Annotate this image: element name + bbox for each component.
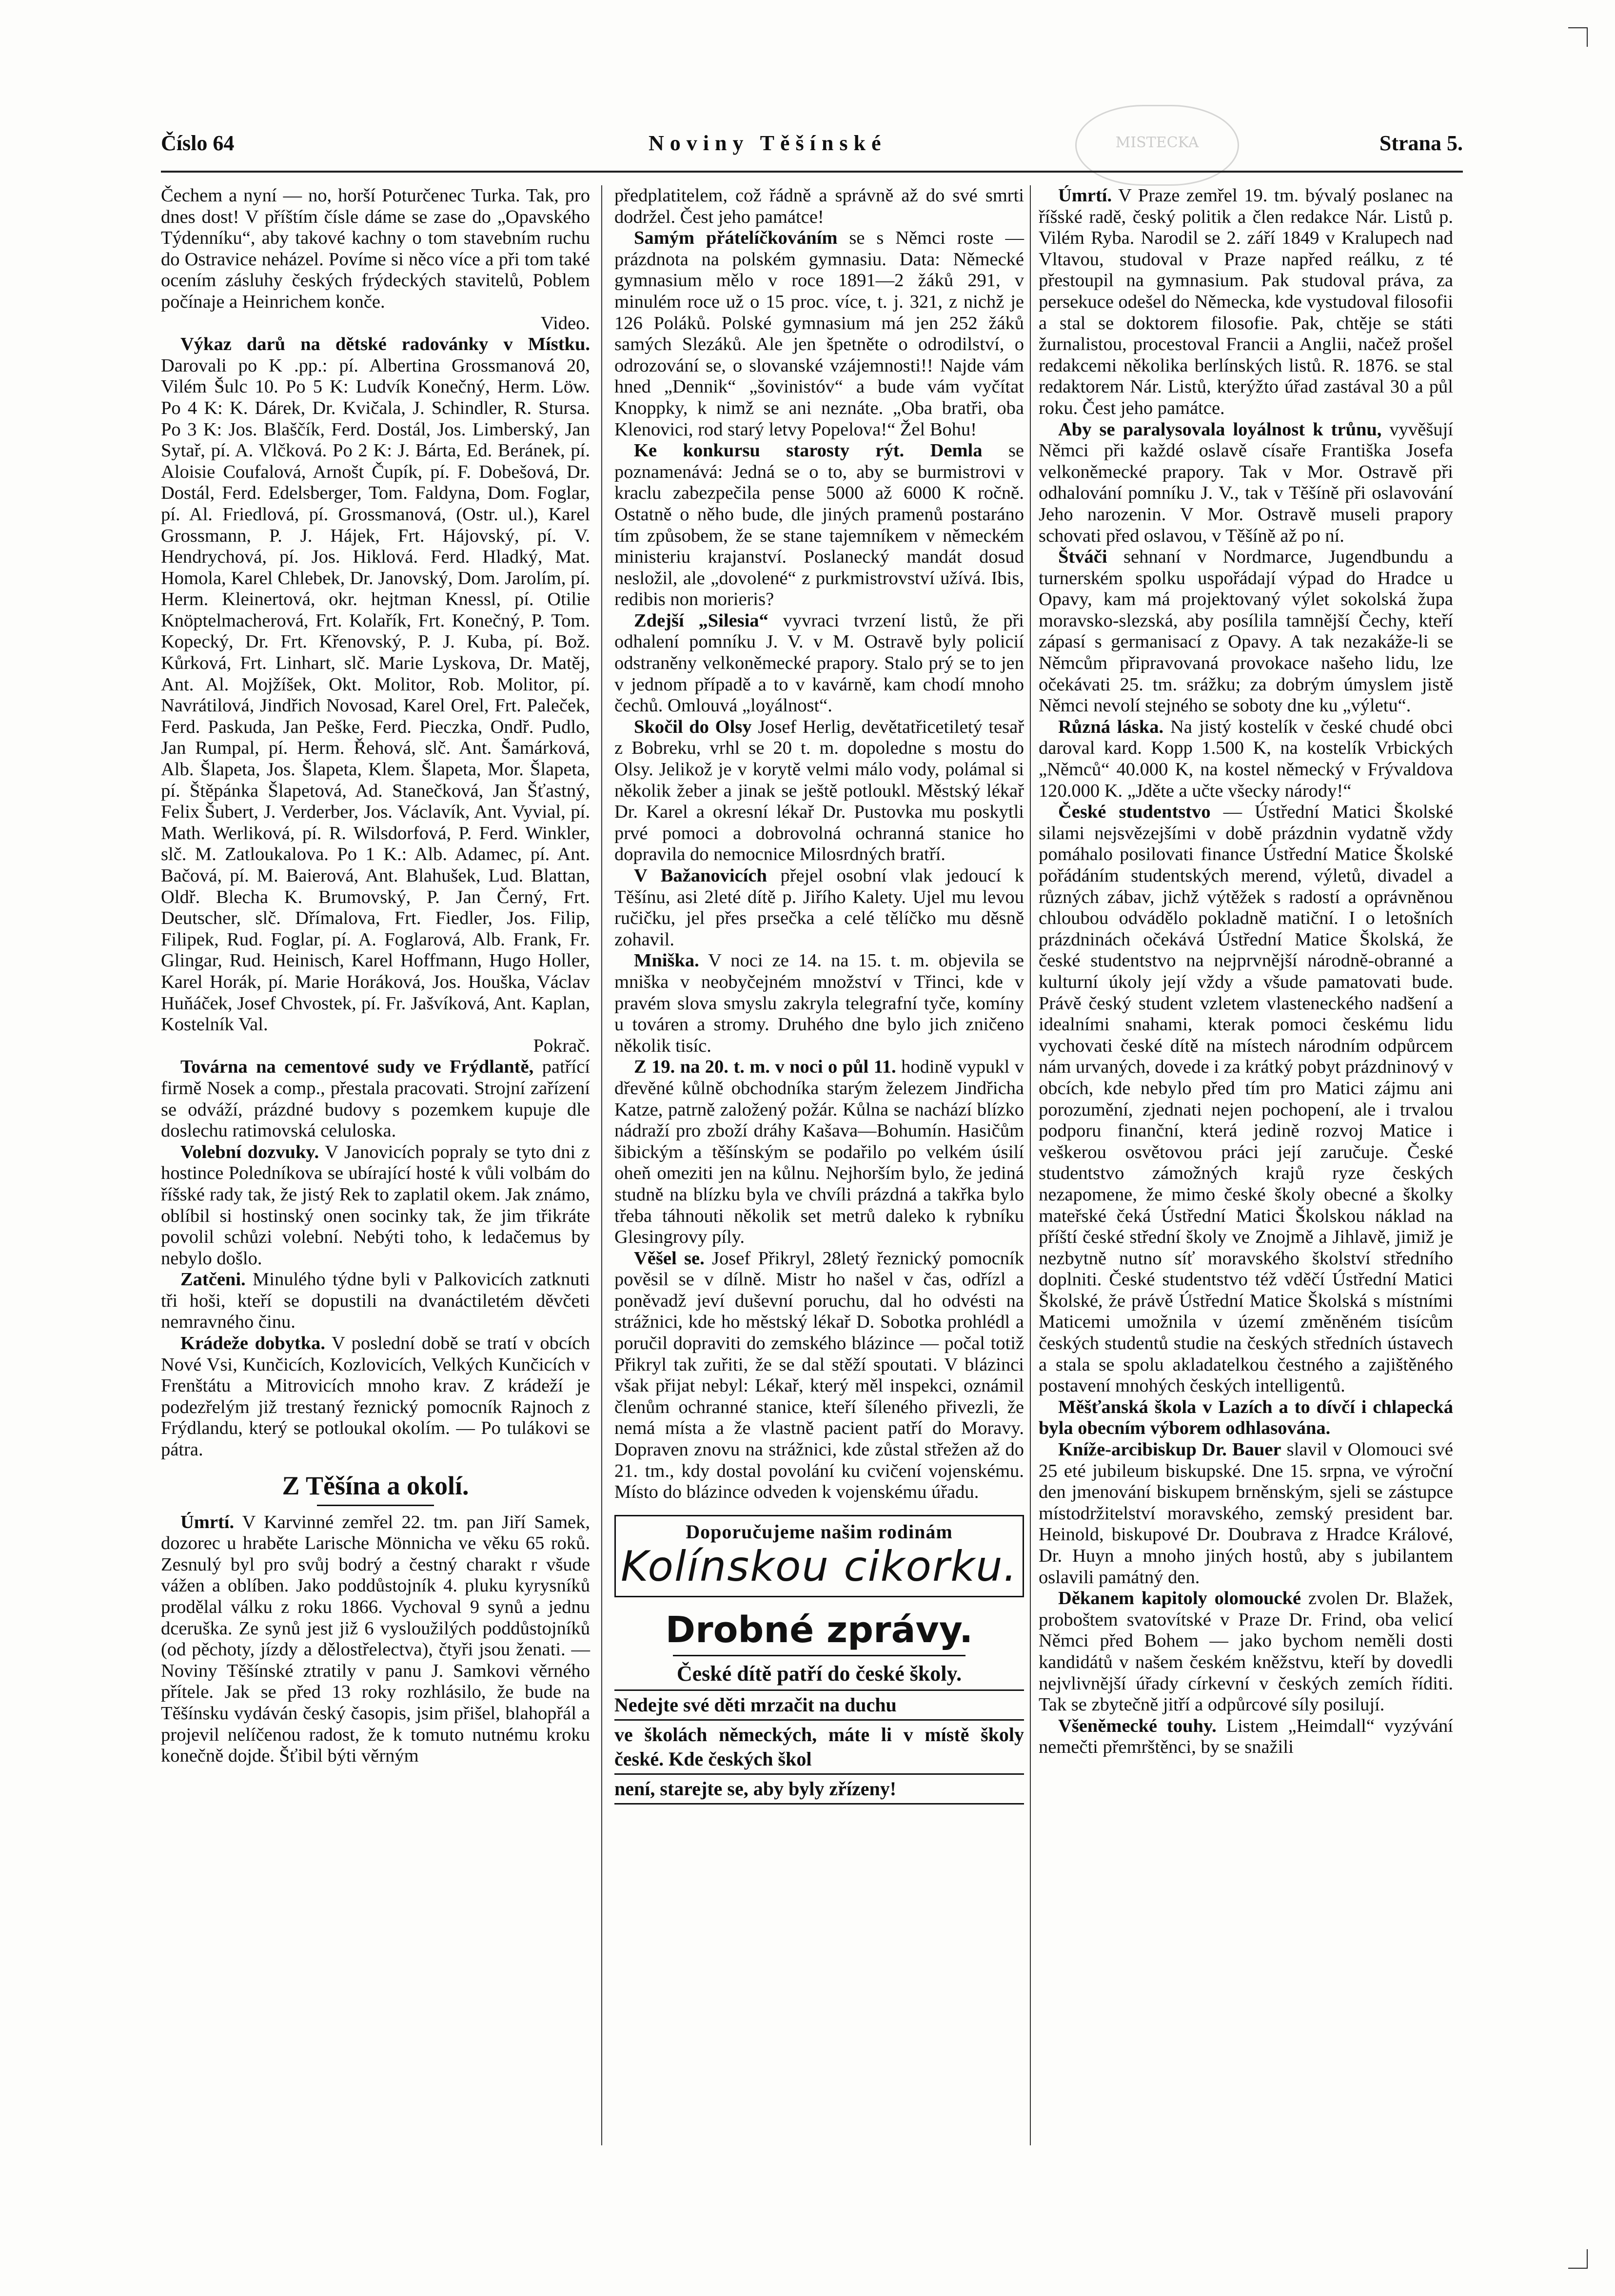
article-headline: Úmrtí.	[1058, 185, 1112, 206]
article-text: Listem „Heimdall“ vyzývání nemečti přemrštěnci, by se snažili	[1039, 1715, 1453, 1758]
page-header	[161, 131, 1463, 165]
article	[1039, 1716, 1453, 1758]
article-text: přejel osobní vlak jedoucí k Těšínu, asi 2leté dítě p. Jiřího Kalety. Ujel mu levou ručičku, jel přes prsečka a celé tělíčko mu děsně zohavil.	[614, 865, 1024, 950]
article-headline: Věšel se.	[634, 1248, 705, 1269]
article	[1039, 1439, 1453, 1588]
newspaper-title: Noviny Těšínské	[649, 131, 887, 155]
column-middle	[614, 185, 1024, 1805]
article	[614, 228, 1024, 440]
article-headline: Zatčeni.	[180, 1269, 246, 1290]
article-text: Darovali po K .pp.: pí. Albertina Grossmanová 20, Vilém Šulc 10. Po 5 K: Ludvík Konečný, Herm. Löw. Po 4 K: K. Dárek, Dr. Kvičala, J. Schindler, R. Stursa. Po 3 K: Jos. Blaščík, Ferd. Dostál, Jos. Limberský, Jan Sytař, pí. A. Vlčková. Po 2 K: J. Bárta, Ed. Beránek, pí. Aloisie Coufalová, Arnošt Čupík, pí. F. Dobešová, Dr. Dostál, Ferd. Edelsberger, Tom. Faldyna, Dom. Foglar, pí. Al. Friedlová, pí. Grossmanová, (Ostr. ul.), Karel Grossmann, P. J. Hájek, Frt. Hájovský, pí. V. Hendrychová, pí. Jos. Hiklová. Ferd. Hladký, Mat. Homola, Karel Chlebek, Dr. Janovský, Dom. Jarolím, pí. Herm. Kleinertová, okr. hejtman Knessl, pí. Otilie Knöptelmacherová, Frt. Kolařík, Frt. Konečný, P. Tom. Kopecký, Dr. Frt. Křenovský, P. J. Kuba, pí. Bož. Kůrková, Frt. Linhart, slč. Marie Lyskova, Dr. Matěj, Ant. Al. Mojžíšek, Okt. Molitor, Rob. Molitor, pí. Navrátilová, Jindřich Novosad, Karel Orel, Frt. Paleček, Ferd. Paskuda, Jan Peške, Ferd. Pieczka, Ondř. Pudlo, Jan Rumpal, pí. Herm. Řehová, slč. Ant. Šamárková, Alb. Šlapeta, Jos. Šlapeta, Klem. Šlapeta, Mor. Šlapeta, pí. Štěpánka Šlapetová, Ad. Stanečková, Jan Šťastný, Felix Šubert, J. Verderber, Jos. Václavík, Ant. Vyvial, pí. Math. Werliková, pí. R. Wilsdorfová, P. Ferd. Winkler, slč. M. Zatloukalova. Po 1 K.: Alb. Adamec, pí. Ant. Bačová, pí. M. Baierová, Ant. Blahušek, Lud. Blattan, Oldř. Blecha K. Brumovský, P. Jan Černý, Frt. Deutscher, slč. Dřímalova, Frt. Fiedler, Jos. Filip, Filipek, Rud. Foglar, pí. A. Foglarová, Alb. Frank, Fr. Glingar, Rud. Heinisch, Karel Hoffmann, Hugo Holler, Karel Horák, pí. Marie Horáková, Jos. Houška, Václav Huňáček, Josef Chvostek, pí. Fr. Jašvíková, Ant. Kaplan, Kostelník Val.	[161, 355, 590, 1035]
article-headline: Z 19. na 20. t. m. v noci o půl 11.	[634, 1057, 896, 1078]
column-right	[1039, 185, 1453, 1758]
article-text: patřící firmě Nosek a comp., přestala pracovati. Strojní zařízení se odváží, prázdné budovy s pozemkem kupuje dle doslechu ratimovská celuloska.	[161, 1057, 590, 1141]
article	[161, 1142, 590, 1270]
page-number: Strana 5.	[1379, 131, 1463, 155]
article-text: se poznamenává: Jedná se o to, aby se burmistrovi v kraclu zabezpečila pense 5000 až 6000 K ročně. Ostatně o něho bude, dle jiných pramenů postaráno tím způsobem, že se stane tajemníkem v německém ministeriu krajanství. Poslanecký mandát dosud nesložil, ale „dovolené“ z purkmistrovství užívá. Ibis, redibis non morieris?	[614, 440, 1024, 610]
article-headline: Všeněmecké touhy.	[1058, 1715, 1217, 1736]
article-headline: Samým přátelíčkováním	[634, 228, 838, 249]
article	[1039, 185, 1453, 419]
article-text: hodině vypukl v dřevěné kůlně obchodníka starým železem Jindřicha Katze, patrně založený požár. Kůlna se nachází blízko nádraží pro zboží dráhy Kašava—Bohumín. Hasičům šibickým a těšínským se podařilo po velkém úsilí oheň omeziti jen na kůlnu. Nejhorším bylo, že jediná studně na blízku byla ve chvíli prázdná a takřka bylo třeba táhnouti několik set metrů daleko k rybníku Glesingrovy píly.	[614, 1057, 1024, 1248]
column-left	[161, 185, 590, 1767]
article	[614, 1248, 1024, 1503]
article-text: Josef Přikryl, 28letý řeznický pomocník pověsil se v dílně. Mistr ho našel v čas, odřízl a poněvadž jeví duševní poruchu, dal ho odvésti na strážnici, kde ho městský lékař D. Sobotka prohlédl a poručil dopraviti do zemského blázince — počal totiž Přikryl tak zuřiti, že se dal stěží spoutati. V blázinci však přijat nebyl: Lékař, který měl inspekci, oznámil členům ochranné stanice, kteří šíleného přivezli, že nemá místa a že vlastně pacient patří do Moravy. Dopraven znovu na strážnici, kde zůstal střežen až do 21. tm., kdy dostal povolání ku cvičení vojenskému. Místo do blázince odveden k vojenskému úřadu.	[614, 1248, 1024, 1503]
article	[1039, 717, 1453, 802]
corner-mark	[1568, 27, 1588, 47]
article-headline: Továrna na cementové sudy ve Frýdlantě,	[180, 1057, 534, 1078]
article-text: se s Němci roste — prázdnota na polském gymnasiu. Data: Německé gymnasium mělo v roce 1891—2 žáků 291, v minulém roce už o 15 proc. více, t. j. 321, z nichž je 126 Poláků. Polské gymnasium má jen 252 žáků samých Slezáků. Ale jen špetněte o odrodilství, o odrozování se, o slovanské vzájemnosti!! Najde vám hned „Dennik“ „šovinistóv“ a bude vám vyčítat Knoppky, k nimž se ani neznáte. „Oba bratři, oba Klenovici, rod starý letvy Popelova!“ Žel Bohu!	[614, 228, 1024, 440]
article-headline: Štváči	[1058, 547, 1107, 568]
article-text: — Ústřední Matici Školské silami nejsvězejšími v době prázdnin vydatně vždy pomáhalo posilovati finance Ústřední Matice Školské pořádáním studentských merend, výletů, divadel a různých zábav, jichž výtěžek s radostí a oprávněnou chloubou odvádělo pokladně matiční. I o letošních prázdninách očekává Ústřední Matice Školská, že české studentstvo na nejprvnější národně-obranné a kulturní úkoly její vždy a všude pamatovati bude. Právě český student vzletem vlasteneckého nadšení a idealními snahami, kterak pomoci českému lidu vychovati české dítě na místech národním odpůrcem nám urvaných, dovede i za krátký pobyt prázdninový v obcích, kde nebylo před tím pro Matici zájmu ani porozumění, zjednati nejen pochopení, ale i trvalou podporu finanční, která jedině rozvoj Matice i veškerou osvětovou práci její zaručuje. České studentstvo zámožných krajů ryze českých nezapomene, že mimo české školy obecné a školky mateřské čeká Ústřední Matici Školskou náklad na příští české střední školy ve Znojmě a Jihlavě, jimiž je nezbytně nutno síť moravského školství středního doplniti. České studentstvo též vděčí Ústřední Matici Školské, že právě Ústřední Matice Školská s místními Maticemi umožnila v území změněném tisícům českých studentů studie na českých středních ústavech a stala se spolu akladatelkou čestného a zajištěného postavení mnohých českých intelligentů.	[1039, 802, 1453, 1396]
article	[161, 1269, 590, 1333]
article	[1039, 419, 1453, 547]
article-headline: V Bažanovicích	[634, 865, 767, 886]
corner-mark	[1568, 2249, 1588, 2269]
chicory-advertisement	[614, 1515, 1024, 1598]
article-text: předplatitelem, což řádně a správně až do své smrti dodržel. Čest jeho památce!	[614, 185, 1024, 227]
article	[614, 865, 1024, 950]
article-signature: Pokrač.	[533, 1035, 590, 1056]
article-text: vyvěšují Němci při každé oslavě císaře Františka Josefa velkoněmecké prapory. Tak v Mor. Ostravě při odhalování pomníku J. V., tak v Těšíně při oslavování Jeho narozenin. V Mor. Ostravě museli prapory schovati před oslavou, v Těšíně až po ní.	[1039, 419, 1454, 546]
article-text: sehnaní v Nordmarce, Jugendbundu a turnerském spolku uspořádají výpad do Hradce u Opavy, kam má projektovaný výlet sokolská župa moravsko-slezská, aby posílila tamnější Čechy, kteří zápasí s germanisací z Opavy. A tak nezakáže-li se Němcům připravovaná provokace našeho lidu, lze očekávati 25. tm. srážku; za dobrým úmyslem jistě Němci nevolí stejného se soboty dne ku „výletu“.	[1039, 547, 1453, 716]
article-text: Josef Herlig, devětatřicetiletý tesař z Bobreku, vrhl se 20 t. m. dopoledne s mostu do Olsy. Jelikož je v korytě velmi málo vody, polámal si několik žeber a jinak se ještě potloukl. Městský lékař Dr. Karel a okresní lékař Dr. Pustovka mu poskytli prvé pomoci a dobrovolná ochranná stanice ho dopravila do nemocnice Milosrdných bratří.	[614, 716, 1024, 865]
article-headline: Úmrtí.	[180, 1511, 235, 1532]
article-text: Čechem a nyní — no, horší Poturčenec Turka. Tak, pro dnes dost! V příštím čísle dáme se zase do „Opavského Týdenníku“, aby takové kachny o tom stavebním ruchu do Ostravice neházel. Povíme si něco více a při tom také ocením zásluhy českých frýdeckých stavitelů, Poblem počínaje a Heinrichem konče.	[161, 185, 590, 312]
slogan-box	[614, 1689, 1024, 1805]
article-headline: Zdejší „Silesia“	[634, 610, 768, 631]
article-headline: Měšťanská škola v Lazích a to dívčí i chlapecká byla obecním výborem odhlasována.	[1039, 1396, 1453, 1439]
article	[1039, 1397, 1453, 1439]
section-rule	[673, 1655, 965, 1656]
library-stamp: MISTECKA	[1075, 105, 1239, 186]
issue-number: Číslo 64	[161, 131, 235, 155]
article	[1039, 802, 1453, 1397]
article-headline: Ke konkursu starosty rýt. Demla	[634, 440, 983, 461]
column-divider	[601, 185, 602, 2145]
article-text: vyvraci tvrzení listů, že při odhalení pomníku J. V. v M. Ostravě byly policií odstraněny velkoněmecké prapory. Stalo prý se to jen v jednom případě a to v kavárně, kam chodí mnoho čechů. Omlouvá „loyálnost“.	[614, 610, 1024, 716]
article-signature: Video.	[540, 313, 590, 334]
header-rule	[161, 171, 1463, 173]
article-text: V Praze zemřel 19. tm. bývalý poslanec na říšské radě, český politik a člen redakce Nár. Listů p. Vilém Ryba. Narodil se 2. září 1849 v Kralupech nad Vltavou, studoval v Praze napřed reálku, z té přestoupil na gymnasium. Pak studoval práva, za persekuce odešel do Německa, kde vystudoval filosofii a stal se doktorem filosofie. Pak, chtěje se státi žurnalistou, procestoval Francii a Anglii, načež prošel redakcemi několika berlínských listů. R. 1876. se stal redaktorem Nár. Listů, kterýžto úřad zastával 30 a půl roku. Čest jeho památce.	[1039, 185, 1453, 418]
article	[614, 610, 1024, 717]
section-rule	[317, 1505, 434, 1506]
article	[1039, 1588, 1453, 1716]
article-headline: Mniška.	[634, 950, 699, 971]
article	[161, 1333, 590, 1461]
article-headline: Aby se paralysovala loyálnost k trůnu,	[1058, 419, 1382, 440]
article	[161, 1512, 590, 1767]
article-headline: Skočil do Olsy	[634, 716, 752, 737]
article	[1039, 547, 1453, 717]
ad-product: Kolínskou cikorku.	[621, 1542, 1018, 1591]
article-text: slavil v Olomouci své 25 eté jubileum biskupské. Dne 15. srpna, ve výroční den jmenování biskupem brněnským, sjeli se zástupce místodržitelství moravského, zemský president bar. Heinold, biskupové Dr. Doubrava z Hradce Králové, Dr. Huyn a mnoho jiných hostů, aby s jubilantem oslavili památný den.	[1039, 1439, 1453, 1588]
slogan: České dítě patří do české školy.	[676, 1662, 962, 1686]
article-text: V noci ze 14. na 15. t. m. objevila se mniška v neobyčejném množství v Třinci, kde v pravém slova smyslu zakryla telegrafní tyče, komíny u továren a stromy. Druhého dne bylo jich zničeno několik tisíc.	[614, 950, 1024, 1056]
article-headline: Krádeže dobytka.	[180, 1333, 326, 1354]
article-text: zvolen Dr. Blažek, proboštem svatovítské v Praze Dr. Frind, oba velicí Němci před Bohem — jako bychom neměli dosti kandidátů v našem českém kněžstvu, kteří by dovedli nejvlivnější úřady církevní v českých zemích říditi. Tak se zbytečně jitří a odpůrcové síly posilují.	[1039, 1588, 1453, 1715]
article-text: V Karvinné zemřel 22. tm. pan Jiří Samek, dozorec u hraběte Larische Mönnicha ve věku 65 roků. Zesnulý byl pro svůj bodrý a čestný charakt r všude vážen a oblíben. Jako poddůstojník 4. pluku kyrysníků prodělal válku z roku 1866. Vychoval 9 synů a jednu dceruška. Ze synů jest již 6 vysloužilých poddůstojníků (od pěchoty, jízdy a dělostřelectva), čtyři jsou ženati. — Noviny Těšínské ztratily v panu J. Samkovi věrného přítele. Jak se před 13 roky rozhlásilo, že bude na Těšínsku vydáván český časopis, jsim přišel, blahopřál a projevil nelíčenou radost, že k tomuto nutnému kroku konečně dojde. Šťibil býti věrným	[161, 1511, 590, 1766]
article	[614, 440, 1024, 610]
column-divider	[1030, 185, 1031, 2145]
section-heading: Drobné zprávy.	[665, 1609, 973, 1651]
article-headline: Volební dozvuky.	[180, 1141, 319, 1162]
article-headline: Různá láska.	[1058, 716, 1164, 737]
article-headline: Kníže-arcibiskup Dr. Bauer	[1058, 1439, 1281, 1460]
article	[161, 334, 590, 1036]
slogan-line: ve školách německých, máte li v místě školy české. Kde českých škol	[614, 1721, 1024, 1775]
article-headline: Děkanem kapitoly olomoucké	[1058, 1588, 1301, 1609]
article-text: Minulého týdne byli v Palkovicích zatknuti tři hoši, kteří se dopustili na dvanáctiletém děvčeti nemravného činu.	[161, 1269, 590, 1333]
article	[161, 1057, 590, 1141]
article-headline: České studentstvo	[1058, 802, 1211, 823]
slogan-line: Nedejte své děti mrzačit na duchu	[614, 1691, 1024, 1721]
article-text: V Janovicích popraly se tyto dni z hostince Poledníkova se ubírající hosté k vůli volbám do říšské rady tak, že jistý Rek to zaplatil okem. Jak známo, oblíbil si hostinský onen socinky tak, že jim třikráte povolil schůzi volební. Nebýti toho, k ledačemus by nebylo došlo.	[161, 1141, 590, 1269]
article	[614, 1057, 1024, 1248]
article	[614, 950, 1024, 1057]
article-text: V poslední době se tratí v obcích Nové Vsi, Kunčicích, Kozlovicích, Velkých Kunčicích v Frenštátu a Mitrovicích mnoho krav. Z krádeží je podezřelým již trestaný řeznický pomocník Rajnoch z Frýdlandu, který se potloukal okolím. — Po tulákovi se pátra.	[161, 1333, 590, 1460]
article-headline: Výkaz darů na dětské radovánky v Místku.	[180, 334, 590, 355]
section-heading: Z Těšína a okolí.	[282, 1471, 469, 1500]
article	[614, 717, 1024, 865]
slogan-line: není, starejte se, aby byly zřízeny!	[614, 1775, 1024, 1805]
ad-tagline: Doporučujeme našim rodinám	[686, 1520, 953, 1543]
article-text: Na jistý kostelík v české chudé obci daroval kard. Kopp 1.500 K, na kostelík Vrbických „Němců“ 40.000 K, na kostel německý v Frývaldova 120.000 K. „Jděte a učte všecky národy!“	[1039, 716, 1453, 801]
